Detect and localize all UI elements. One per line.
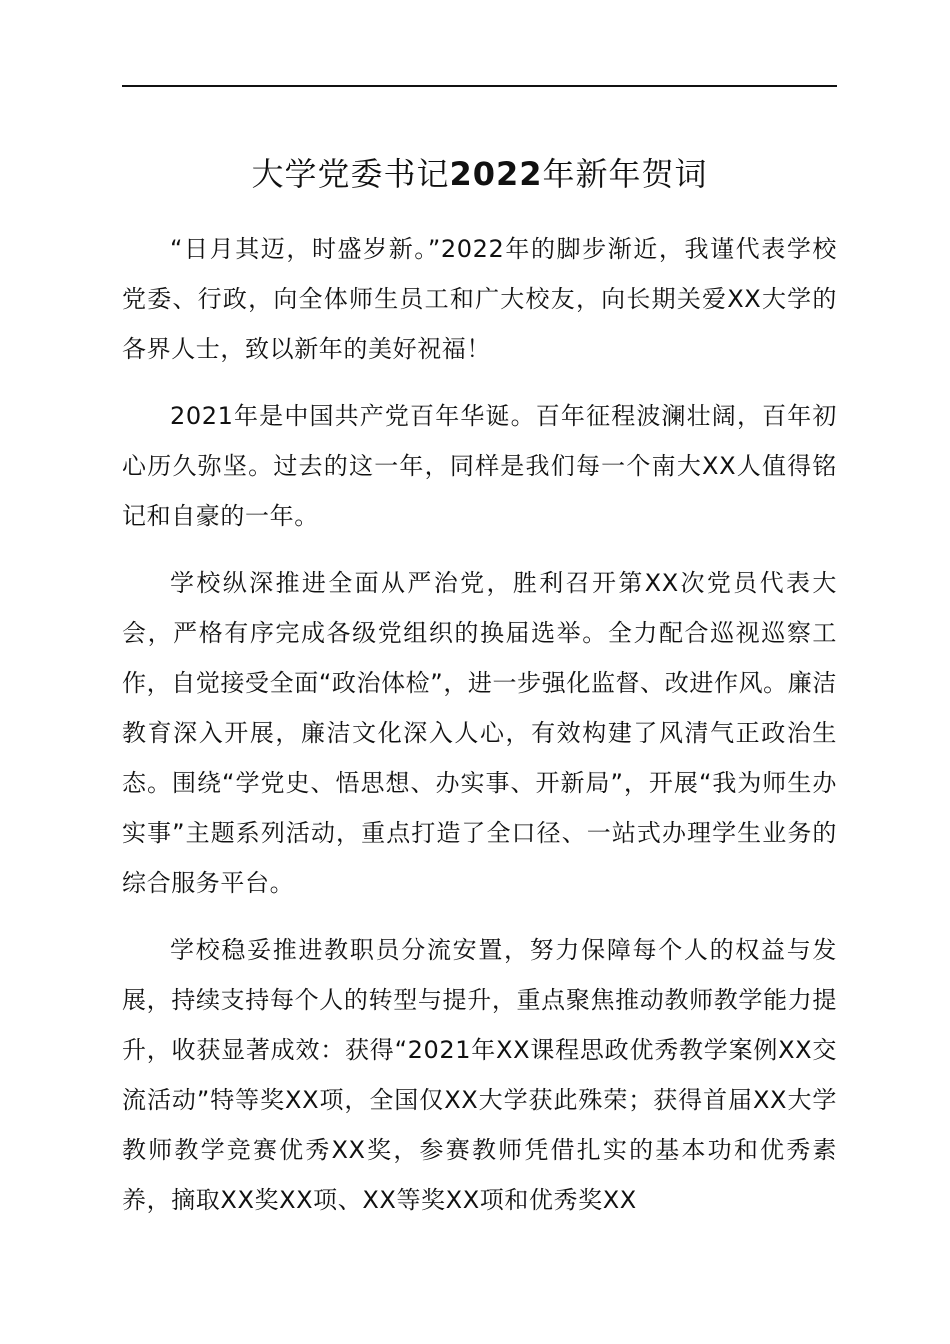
title-suffix: 年新年贺词: [542, 155, 708, 193]
paragraph-teaching: 学校稳妥推进教职员分流安置，努力保障每个人的权益与发展，持续支持每个人的转型与提升，重点聚焦推动教师教学能力提升，收获显著成效：获得“2021年XX课程思政优秀教学案例XX交流活动”特等奖XX项，全国仅XX大学获此殊荣；获得首届XX大学教师教学竞赛优秀XX奖，参赛教师凭借扎实的基本功和优秀素养，摘取XX奖XX项、XX等奖XX项和优秀奖XX: [122, 936, 837, 1214]
title-prefix: 大学党委书记: [251, 155, 450, 193]
title-year: 2022: [449, 155, 543, 193]
header-rule: [122, 85, 837, 87]
paragraph-centenary: 2021年是中国共产党百年华诞。百年征程波澜壮阔，百年初心历久弥坚。过去的这一年，同样是我们每一个南大XX人值得铭记和自豪的一年。: [122, 402, 837, 530]
document-body: [122, 224, 837, 1242]
document-title: [122, 148, 837, 200]
paragraph-greeting: “日月其迈，时盛岁新。”2022年的脚步渐近，我谨代表学校党委、行政，向全体师生员工和广大校友，向长期关爱XX大学的各界人士，致以新年的美好祝福！: [122, 235, 837, 363]
paragraph-party-building: 学校纵深推进全面从严治党，胜利召开第XX次党员代表大会，严格有序完成各级党组织的换届选举。全力配合巡视巡察工作，自觉接受全面“政治体检”，进一步强化监督、改进作风。廉洁教育深入开展，廉洁文化深入人心，有效构建了风清气正政治生态。围绕“学党史、悟思想、办实事、开新局”，开展“我为师生办实事”主题系列活动，重点打造了全口径、一站式办理学生业务的综合服务平台。: [122, 569, 837, 897]
